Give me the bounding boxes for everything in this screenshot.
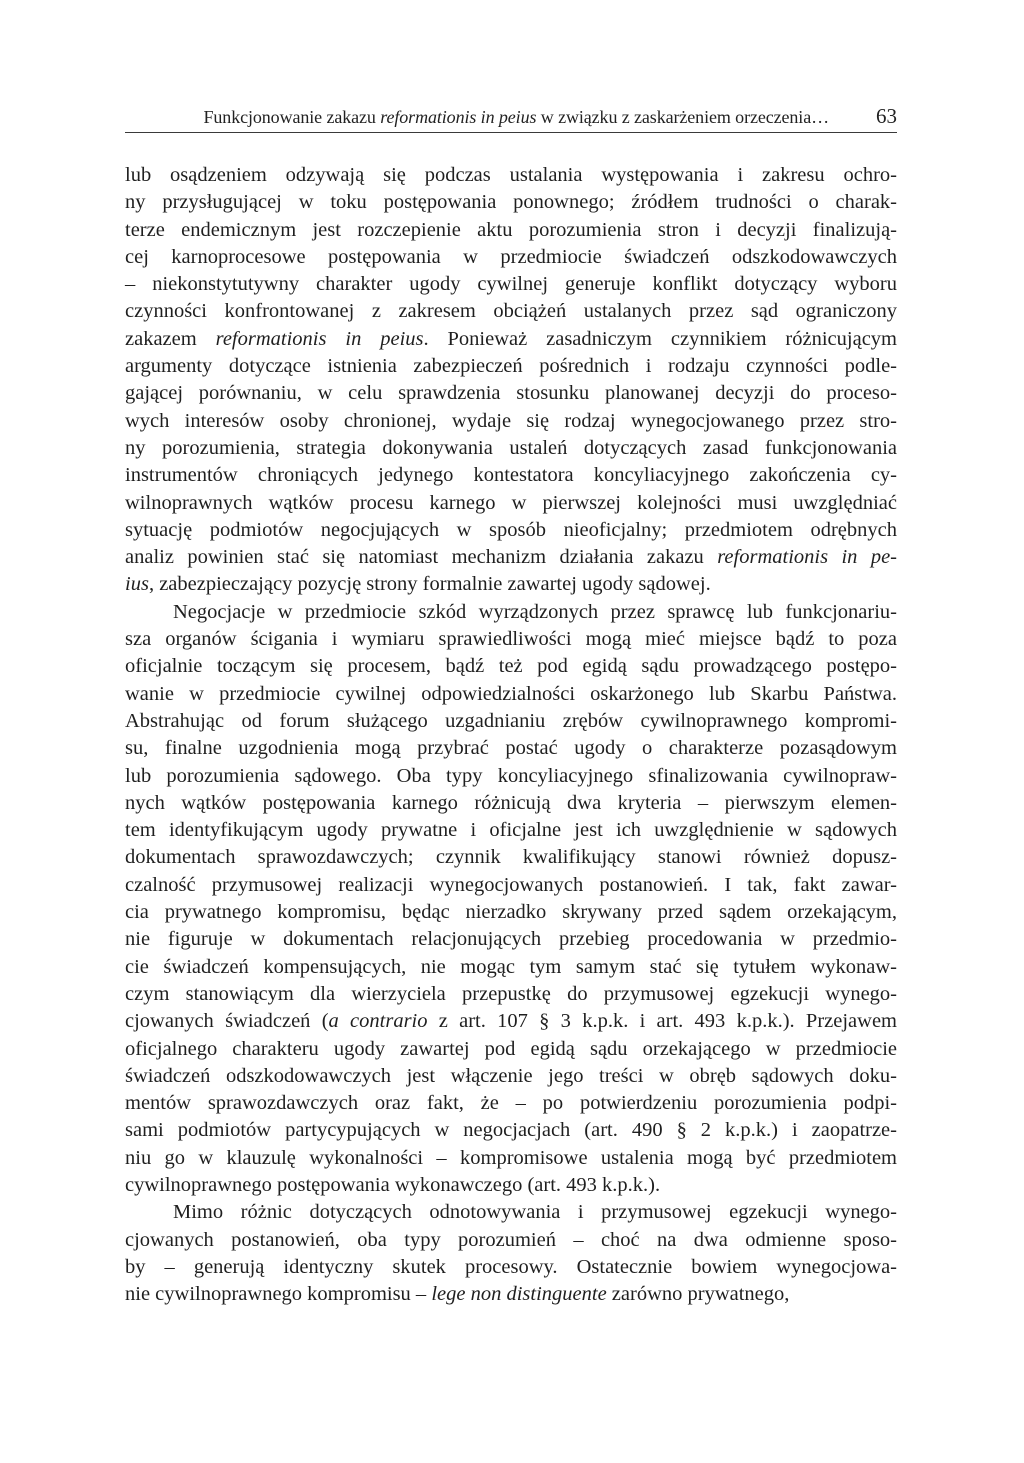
text-line xyxy=(125,1199,897,1226)
text-line xyxy=(125,298,897,325)
text-line xyxy=(125,408,897,435)
italic-text: a contrario xyxy=(328,1010,428,1033)
running-title-part: w związku z zaskarżeniem orzeczenia… xyxy=(536,107,829,127)
text-line xyxy=(125,1145,897,1172)
text-run: cie świadczeń kompensujących, nie mogąc tym samym stać się tytułem wykonaw- xyxy=(125,955,897,978)
text-run: argumenty dotyczące istnienia zabezpieczeń pośrednich i rodzaju czynności podle- xyxy=(125,355,897,378)
text-run: cia prywatnego kompromisu, będąc nierzadko skrywany przed sądem orzekającym, xyxy=(125,901,897,924)
text-run: oficjalnie toczącym się procesem, bądź też pod egidą sądu prowadzącego postępo- xyxy=(125,655,897,678)
running-head xyxy=(125,100,897,133)
text-run: su, finalne uzgodnienia mogą przybrać postać ugody o charakterze pozasądowym xyxy=(125,737,897,760)
italic-text: ius xyxy=(125,573,149,596)
text-run: dokumentach sprawozdawczych; czynnik kwalifikujący stanowi również dopusz- xyxy=(125,846,897,869)
text-line xyxy=(125,244,897,271)
text-line xyxy=(125,681,897,708)
text-run: cywilnoprawnego postępowania wykonawczego (art. 493 k.p.k.). xyxy=(125,1173,661,1196)
text-run: świadczeń odszkodowawczych jest włączenie jego treści w obręb sądowych doku- xyxy=(125,1064,897,1087)
body-text xyxy=(125,162,897,1308)
text-run: analiz powinien stać się natomiast mechanizm działania zakazu xyxy=(125,546,718,569)
text-line xyxy=(125,954,897,981)
text-line xyxy=(125,626,897,653)
text-line xyxy=(125,490,897,517)
text-line xyxy=(125,271,897,298)
italic-text: reformationis in peius xyxy=(215,327,424,350)
paragraph xyxy=(125,162,897,599)
text-line xyxy=(125,817,897,844)
text-run: sytuację podmiotów negocjujących w sposób nieoficjalny; przedmiotem odrębnych xyxy=(125,518,897,541)
text-run: cjowanych postanowień, oba typy porozumień – choć na dwa odmienne sposo- xyxy=(125,1228,897,1251)
text-run: czym stanowiącym dla wierzyciela przepustkę do przymusowej egzekucji wynego- xyxy=(125,982,897,1005)
text-run: mentów sprawozdawczych oraz fakt, że – po potwierdzeniu porozumienia podpi- xyxy=(125,1092,897,1115)
text-run: Abstrahując od forum służącego uzgadnianiu zrębów cywilnoprawnego kompromi- xyxy=(125,709,897,732)
text-run: . Ponieważ zasadniczym czynnikiem różnicującym xyxy=(423,327,897,350)
italic-text: reformationis in pe- xyxy=(717,546,897,569)
text-run: gającej porównaniu, w celu sprawdzenia stosunku planowanej decyzji do proceso- xyxy=(125,382,897,405)
text-run: wanie w przedmiocie cywilnej odpowiedzialności oskarżonego lub Skarbu Państwa. xyxy=(125,682,897,705)
text-line xyxy=(125,353,897,380)
text-run: , zabezpieczający pozycję strony formalnie zawartej ugody sądowej. xyxy=(148,573,711,596)
text-run: oficjalnego charakteru ugody zawartej pod egidą sądu orzekającego w przedmiocie xyxy=(125,1037,897,1060)
text-run: z art. 107 § 3 k.p.k. i art. 493 k.p.k.). Przejawem xyxy=(427,1010,897,1033)
text-run: nie figuruje w dokumentach relacjonujących przebieg procedowania w przedmio- xyxy=(125,928,897,951)
text-run: – niekonstytutywny charakter ugody cywilnej generuje konflikt dotyczący wyboru xyxy=(125,273,897,296)
text-run: tem identyfikującym ugody prywatne i oficjalne jest ich uwzględnienie w sądowych xyxy=(125,819,897,842)
text-line xyxy=(125,735,897,762)
text-run: ny porozumienia, strategia dokonywania ustaleń dotyczących zasad funkcjonowania xyxy=(125,436,897,459)
text-run: nie cywilnoprawnego kompromisu – xyxy=(125,1283,432,1306)
text-line xyxy=(125,462,897,489)
text-run: nych wątków postępowania karnego różnicują dwa kryteria – pierwszym elemen- xyxy=(125,791,897,814)
text-run: lub porozumienia sądowego. Oba typy koncyliacyjnego sfinalizowania cywilnopraw- xyxy=(125,764,897,787)
text-line xyxy=(125,653,897,680)
text-run: wilnoprawnych wątków procesu karnego w pierwszej kolejności musi uwzględniać xyxy=(125,491,897,514)
text-line xyxy=(125,599,897,626)
text-line xyxy=(125,790,897,817)
text-line xyxy=(125,217,897,244)
text-line xyxy=(125,981,897,1008)
text-line xyxy=(125,162,897,189)
text-run: niu go w klauzulę wykonalności – kompromisowe ustalenia mogą być przedmiotem xyxy=(125,1146,897,1169)
text-line xyxy=(125,544,897,571)
text-run: zarówno prywatnego, xyxy=(606,1283,790,1306)
text-run: lub osądzeniem odzywają się podczas ustalania występowania i zakresu ochro- xyxy=(125,164,897,186)
paragraph xyxy=(125,599,897,1200)
running-title xyxy=(203,102,829,132)
text-line xyxy=(125,189,897,216)
text-line xyxy=(125,517,897,544)
text-line xyxy=(125,1008,897,1035)
text-line xyxy=(125,1254,897,1281)
text-run: instrumentów chroniących jedynego kontestatora koncyliacyjnego zakończenia cy- xyxy=(125,464,897,487)
text-line xyxy=(125,435,897,462)
running-title-italic: reformationis in peius xyxy=(380,107,537,127)
text-line xyxy=(125,380,897,407)
text-line xyxy=(125,1036,897,1063)
text-run: cjowanych świadczeń ( xyxy=(125,1010,329,1033)
italic-text: lege non distinguente xyxy=(431,1283,607,1306)
text-line xyxy=(125,899,897,926)
text-run: Mimo różnic dotyczących odnotowywania i przymusowej egzekucji wynego- xyxy=(173,1201,897,1224)
text-run: terze endemicznym jest rozczepienie aktu porozumienia stron i decyzji finalizują- xyxy=(125,218,897,241)
text-line xyxy=(125,326,897,353)
text-run: cej karnoprocesowe postępowania w przedmiocie świadczeń odszkodowawczych xyxy=(125,245,897,268)
text-run: czalność przymusowej realizacji wynegocjowanych postanowień. I tak, fakt zawar- xyxy=(125,873,897,896)
text-line xyxy=(125,708,897,735)
text-run: czynności konfrontowanej z zakresem obciążeń ustalanych przez sąd ograniczony xyxy=(125,300,897,323)
text-line xyxy=(125,571,897,598)
text-line xyxy=(125,1227,897,1254)
text-run: by – generują identyczny skutek procesowy. Ostatecznie bowiem wynegocjowa- xyxy=(125,1255,897,1278)
text-line xyxy=(125,1281,897,1308)
text-line xyxy=(125,926,897,953)
text-run: sza organów ścigania i wymiaru sprawiedliwości mogą mieć miejsce bądź to poza xyxy=(125,628,897,651)
text-run: zakazem xyxy=(125,327,216,350)
paragraph xyxy=(125,1199,897,1308)
page-number: 63 xyxy=(876,104,897,128)
text-run: Negocjacje w przedmiocie szkód wyrządzonych przez sprawcę lub funkcjonariu- xyxy=(173,600,897,623)
text-line xyxy=(125,872,897,899)
text-line xyxy=(125,1117,897,1144)
text-run: wych interesów osoby chronionej, wydaje się rodzaj wynegocjowanego przez stro- xyxy=(125,409,897,432)
text-line xyxy=(125,844,897,871)
text-line xyxy=(125,763,897,790)
running-title-part: Funkcjonowanie zakazu xyxy=(203,107,381,127)
text-line xyxy=(125,1172,897,1199)
text-line xyxy=(125,1063,897,1090)
text-run: sami podmiotów partycypujących w negocjacjach (art. 490 § 2 k.p.k.) i zaopatrze- xyxy=(125,1119,897,1142)
text-line xyxy=(125,1090,897,1117)
text-run: ny przysługującej w toku postępowania ponownego; źródłem trudności o charak- xyxy=(125,191,897,214)
